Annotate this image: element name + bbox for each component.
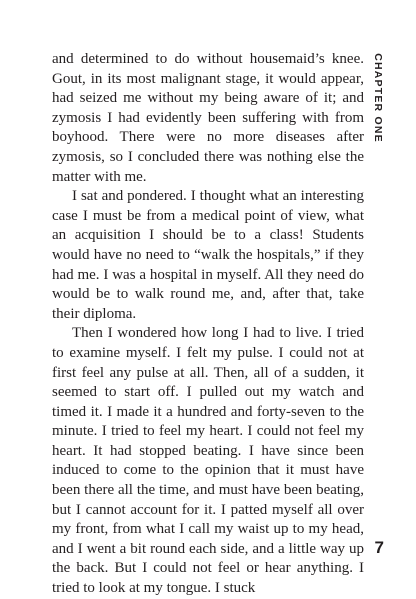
paragraph-2: I sat and pondered. I thought what an interesting case I must be from a medical point of view, what an acquisition I should be to a class! Students would have no need to “walk the hospitals,” if they had me. I was a hospital in myself. All they need do would be to walk round me, and, after that, take their diploma. bbox=[52, 188, 364, 322]
running-head bbox=[369, 52, 387, 144]
chapter-label: CHAPTER ONE bbox=[372, 53, 384, 143]
page-number: 7 bbox=[374, 538, 384, 557]
body-text bbox=[52, 50, 364, 599]
paragraph-1: and determined to do without housemaid’s knee. Gout, in its most malignant stage, it would appear, had seized me without my being aware of it; and zymosis I had evidently been suffering with from boyhood. There were no more diseases after zymosis, so I concluded there was nothing else the matter with me. bbox=[52, 51, 364, 185]
paragraph-3: Then I wondered how long I had to live. I tried to examine myself. I felt my pulse. I could not at first feel any pulse at all. Then, all of a sudden, it seemed to start off. I pulled out my watch and timed it. I made it a hundred and forty-seven to the minute. I tried to feel my heart. I could not feel my heart. It had stopped beating. I have since been induced to come to the opinion that it must have been there all the time, and must have been beating, but I cannot account for it. I patted myself all over my front, from what I call my waist up to my head, and I went a bit round each side, and a little way up the back. But I could not feel or hear anything. I tried to look at my tongue. I stuck bbox=[52, 325, 364, 597]
